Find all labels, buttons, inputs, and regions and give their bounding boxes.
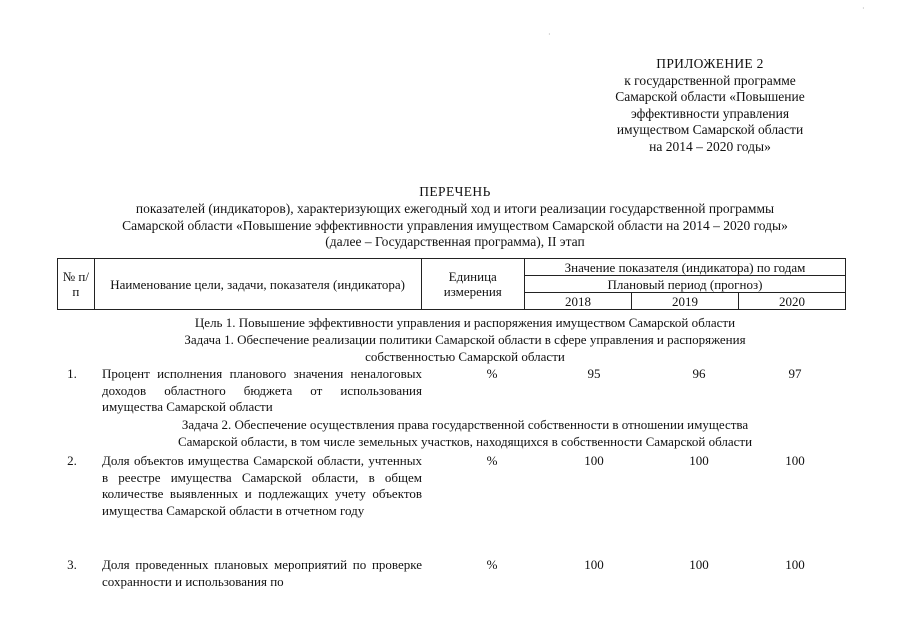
row-unit: %	[486, 366, 498, 381]
row-value-2018: 100	[584, 557, 604, 572]
title-line: показателей (индикаторов), характеризующих ежегодный ход и итоги реализации государственной программы	[135, 200, 775, 216]
col-period-header: Плановый период (прогноз)	[524, 276, 845, 293]
task1-heading-line: собственностью Самарской области	[365, 349, 565, 364]
row-unit: %	[486, 453, 498, 468]
appendix-block	[585, 56, 835, 156]
row-value-2019: 96	[692, 366, 706, 381]
row-indicator-name: Доля проведенных плановых мероприятий по проверке сохранности и использования по	[102, 557, 422, 589]
appendix-line: Самарской области «Повышение	[615, 89, 805, 105]
row-number: 1.	[67, 366, 77, 381]
task2-heading-line: Самарской области, в том числе земельных участков, находящихся в собственности Самарской области	[177, 434, 753, 449]
col-unit-header: Единица измерения	[421, 259, 524, 310]
appendix-line: имуществом Самарской области	[616, 122, 804, 138]
col-year-2019: 2019	[631, 293, 738, 310]
goal-heading: Цель 1. Повышение эффективности управления и распоряжения имуществом Самарской области	[194, 315, 736, 330]
title-main: ПЕРЕЧЕНЬ	[419, 184, 491, 199]
row-unit: %	[486, 557, 498, 572]
row-indicator-name: Процент исполнения планового значения неналоговых доходов областного бюджета от использования имущества Самарской области	[102, 366, 422, 415]
appendix-line: эффективности управления	[630, 105, 790, 121]
row-number: 3.	[67, 557, 77, 572]
indicators-table-header	[57, 258, 846, 310]
scan-speck: ·	[862, 4, 865, 13]
col-year-2018: 2018	[524, 293, 631, 310]
title-line: Самарской области «Повышение эффективности управления имуществом Самарской области на 2014 – 2020 годы»	[122, 217, 788, 233]
title-line: (далее – Государственная программа), II этап	[325, 234, 585, 250]
row-value-2020: 100	[785, 557, 805, 572]
scan-speck: ·	[548, 30, 551, 39]
col-name-header: Наименование цели, задачи, показателя (индикатора)	[94, 259, 421, 310]
document-title	[50, 184, 860, 251]
row-value-2018: 100	[584, 453, 604, 468]
task1-heading-line: Задача 1. Обеспечение реализации политики Самарской области в сфере управления и распоряжения	[184, 332, 746, 347]
row-value-2020: 97	[788, 366, 802, 381]
appendix-line: на 2014 – 2020 годы»	[649, 138, 771, 154]
col-num-header: № п/п	[58, 259, 95, 310]
row-value-2020: 100	[785, 453, 805, 468]
col-values-group-header: Значение показателя (индикатора) по годам	[524, 259, 845, 276]
row-value-2018: 95	[587, 366, 601, 381]
appendix-line: к государственной программе	[624, 72, 796, 88]
col-year-2020: 2020	[738, 293, 845, 310]
row-indicator-name: Доля объектов имущества Самарской области, учтенных в реестре имущества Самарской области, в общем количестве выявленных и подлежащих учету объектов имущества Самарской области в отчетном году	[102, 453, 422, 518]
row-number: 2.	[67, 453, 77, 468]
row-value-2019: 100	[689, 453, 709, 468]
row-value-2019: 100	[689, 557, 709, 572]
task2-heading-line: Задача 2. Обеспечение осуществления права государственной собственности в отношении имущества	[181, 417, 749, 432]
appendix-heading: ПРИЛОЖЕНИЕ 2	[656, 56, 764, 71]
